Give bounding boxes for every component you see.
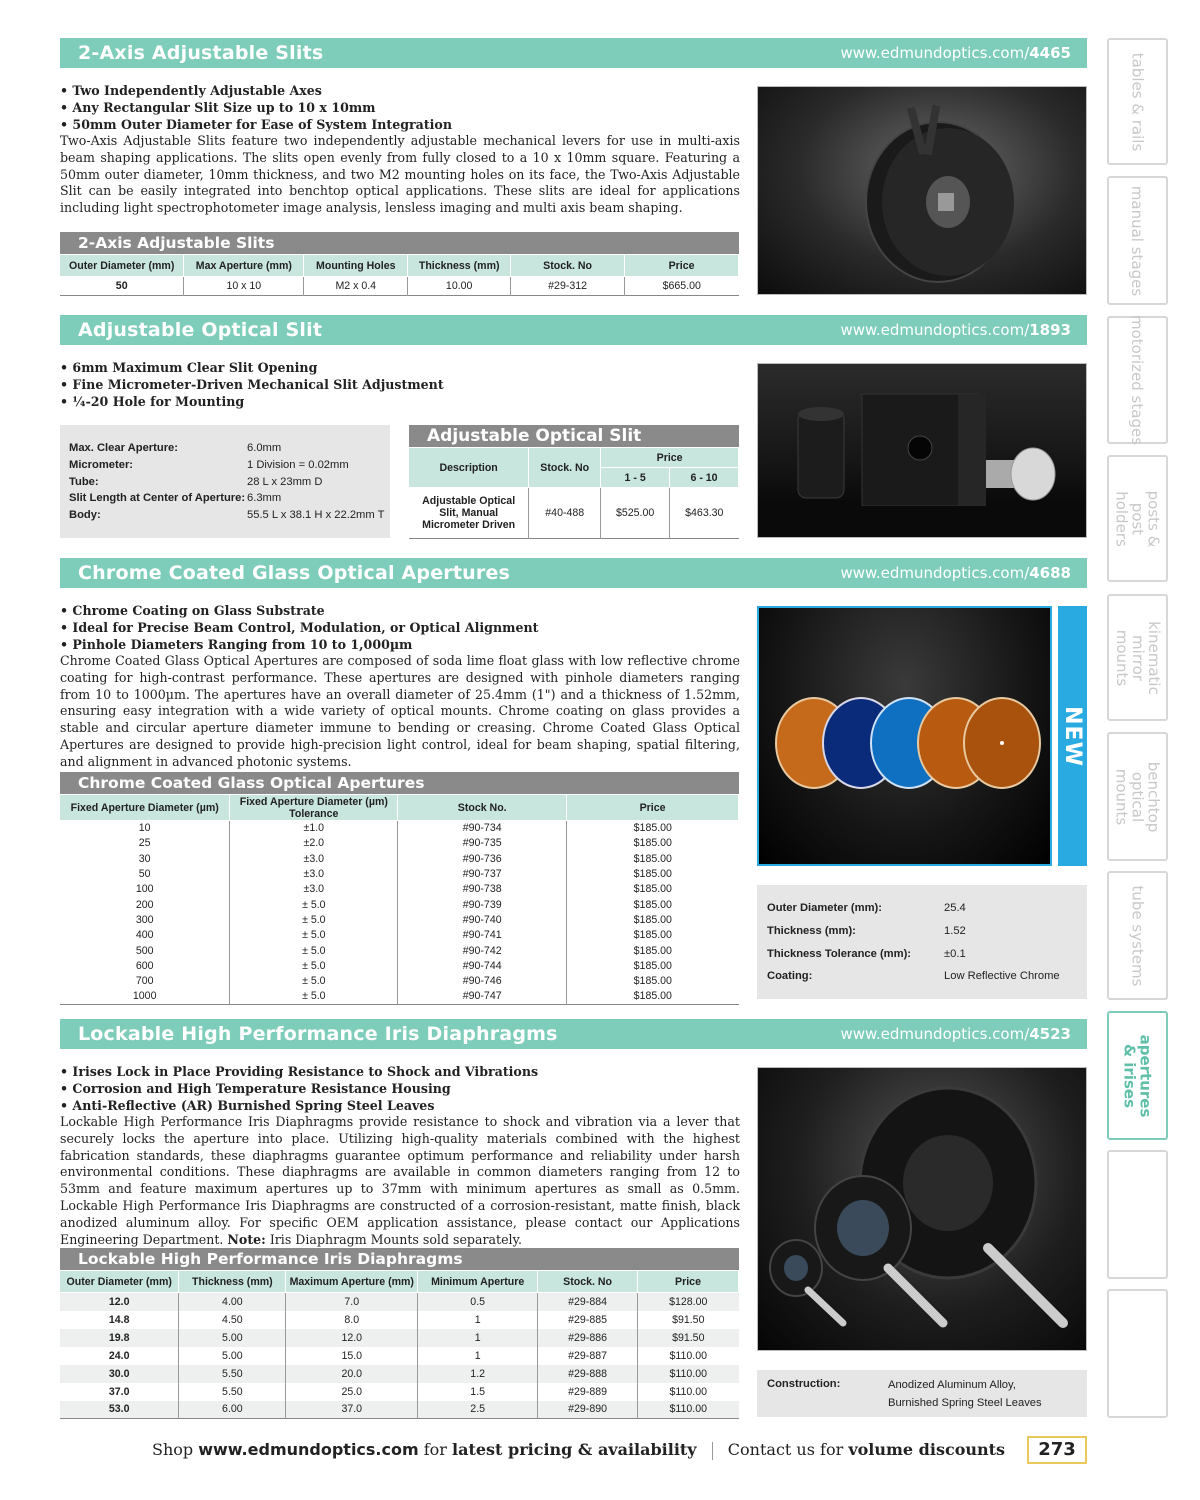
section-header-chrome-apertures <box>60 558 1087 588</box>
cell: ±3.0 <box>230 851 398 866</box>
spec-label: Construction: <box>767 1378 841 1390</box>
cell[interactable]: #90-744 <box>398 958 567 973</box>
cell: $110.00 <box>638 1383 739 1401</box>
cell: 10.00 <box>408 277 511 296</box>
cell: 1.5 <box>418 1383 538 1401</box>
section-title: Lockable High Performance Iris Diaphragms <box>78 1023 558 1045</box>
cell: 50 <box>115 280 128 292</box>
product-photo-chrome-apertures <box>757 606 1087 866</box>
table-row <box>60 851 739 866</box>
tab-tables-rails[interactable]: tables & rails <box>1107 38 1168 165</box>
col-header: Minimum Aperture <box>418 1271 538 1293</box>
table-row <box>60 912 739 927</box>
spec-value: Low Reflective Chrome <box>944 970 1060 982</box>
cell[interactable]: #29-888 <box>538 1365 638 1383</box>
feature-list <box>60 83 740 133</box>
cell: 5.00 <box>179 1347 286 1365</box>
cell: $91.50 <box>638 1311 739 1329</box>
cell: 53.0 <box>108 1403 130 1416</box>
spec-label: Micrometer: <box>69 459 134 471</box>
footer-link[interactable]: www.edmundoptics.com <box>198 1440 419 1459</box>
footer <box>152 1440 1005 1460</box>
cell: 6.00 <box>179 1401 286 1419</box>
section-title: Adjustable Optical Slit <box>78 319 323 341</box>
cell[interactable]: #90-736 <box>398 851 567 866</box>
divider <box>712 1442 713 1460</box>
col-header: 1 - 5 <box>601 468 670 488</box>
cell: 25 <box>138 837 151 850</box>
cell: $128.00 <box>638 1293 739 1311</box>
cell: $185.00 <box>567 943 739 958</box>
spec-box <box>757 1370 1087 1417</box>
footer-text: Shop <box>152 1440 199 1459</box>
cell[interactable]: #90-740 <box>398 912 567 927</box>
tab-posts-post-holders[interactable]: posts & post holders <box>1107 455 1168 582</box>
cell: $185.00 <box>567 928 739 943</box>
feature-list <box>60 360 740 410</box>
tab-empty[interactable] <box>1107 1150 1168 1279</box>
table-row <box>60 1329 739 1347</box>
col-header: Outer Diameter (mm) <box>60 1271 179 1293</box>
cell: 1000 <box>132 990 157 1003</box>
cell: $185.00 <box>567 897 739 912</box>
table-row <box>60 958 739 973</box>
col-header: Price <box>625 255 739 277</box>
feature-item: • ¼-20 Hole for Mounting <box>60 393 245 409</box>
cell: $665.00 <box>625 277 739 296</box>
table-row <box>60 277 739 296</box>
table-row <box>60 866 739 881</box>
cell: $185.00 <box>567 836 739 851</box>
spec-label: Outer Diameter (mm): <box>767 902 883 914</box>
cell: 500 <box>135 944 154 957</box>
cell: 4.00 <box>179 1293 286 1311</box>
col-header: Price <box>601 448 739 468</box>
spec-value: 6.0mm <box>247 442 282 454</box>
cell: 7.0 <box>286 1293 418 1311</box>
feature-item: • 50mm Outer Diameter for Ease of System Integration <box>60 116 452 132</box>
spec-value: 28 L x 23mm D <box>247 476 323 488</box>
note-label: Note: <box>227 1231 266 1247</box>
cell: $185.00 <box>567 882 739 897</box>
feature-item: • Ideal for Precise Beam Control, Modulation, or Optical Alignment <box>60 619 539 635</box>
section-url[interactable]: www.edmundoptics.com/4465 <box>840 44 1071 62</box>
col-header: Description <box>409 448 529 488</box>
cell: $185.00 <box>567 989 739 1004</box>
feature-item: • Any Rectangular Slit Size up to 10 x 10mm <box>60 99 376 115</box>
spec-value: Burnished Spring Steel Leaves <box>888 1397 1042 1409</box>
spec-label: Body: <box>69 509 101 521</box>
section-url[interactable]: www.edmundoptics.com/4688 <box>840 564 1071 582</box>
col-header: Fixed Aperture Diameter (µm) Tolerance <box>230 795 398 821</box>
cell: $185.00 <box>567 973 739 988</box>
table-row <box>60 897 739 912</box>
footer-text: for <box>418 1440 453 1459</box>
cell: ± 5.0 <box>230 897 398 912</box>
cell: 30.0 <box>108 1367 130 1380</box>
cell: ± 5.0 <box>230 958 398 973</box>
cell: ±1.0 <box>230 821 398 836</box>
footer-text: latest pricing & availability <box>452 1440 697 1459</box>
cell: 5.00 <box>179 1329 286 1347</box>
cell[interactable]: #29-887 <box>538 1347 638 1365</box>
product-table-2-axis-slits <box>60 254 739 296</box>
cell: 100 <box>135 883 154 896</box>
tab-empty[interactable] <box>1107 1289 1168 1418</box>
feature-item: • Corrosion and High Temperature Resistance Housing <box>60 1080 451 1096</box>
page-number: 273 <box>1027 1436 1087 1464</box>
table-title: 2-Axis Adjustable Slits <box>60 232 739 254</box>
cell: ± 5.0 <box>230 943 398 958</box>
spec-value: 55.5 L x 38.1 H x 22.2mm T <box>247 509 385 521</box>
cell: 1 <box>418 1329 538 1347</box>
product-photo-2-axis-slit <box>757 86 1087 295</box>
section-title: 2-Axis Adjustable Slits <box>78 42 324 64</box>
cell: ±3.0 <box>230 882 398 897</box>
cell: $185.00 <box>567 851 739 866</box>
spec-label: Coating: <box>767 970 813 982</box>
cell: $185.00 <box>567 821 739 836</box>
cell: 50 <box>138 868 151 881</box>
cell: ± 5.0 <box>230 928 398 943</box>
section-url[interactable]: www.edmundoptics.com/1893 <box>840 321 1071 339</box>
cell[interactable]: #90-742 <box>398 943 567 958</box>
feature-list <box>60 1064 740 1114</box>
cell: $91.50 <box>638 1329 739 1347</box>
cell: ±3.0 <box>230 866 398 881</box>
spec-value: ±0.1 <box>944 948 966 960</box>
spec-label: Thickness (mm): <box>767 925 856 937</box>
feature-item: • Irises Lock in Place Providing Resistance to Shock and Vibrations <box>60 1064 539 1079</box>
table-title: Chrome Coated Glass Optical Apertures <box>60 772 739 794</box>
table-row <box>60 989 739 1004</box>
spec-label: Max. Clear Aperture: <box>69 442 179 454</box>
cell[interactable]: #29-884 <box>538 1293 638 1311</box>
product-photo-adjustable-slit <box>757 363 1087 538</box>
cell: 2.5 <box>418 1401 538 1419</box>
cell: 12.0 <box>286 1329 418 1347</box>
feature-item: • Pinhole Diameters Ranging from 10 to 1,000µm <box>60 636 413 652</box>
col-header: Stock. No <box>529 448 601 488</box>
cell: Adjustable Optical Slit, Manual Micrometer Driven <box>422 495 516 531</box>
cell: $110.00 <box>638 1365 739 1383</box>
tab-benchtop-optical-mounts[interactable]: benchtop optical mounts <box>1107 732 1168 861</box>
table-row <box>60 836 739 851</box>
cell[interactable]: #40-488 <box>529 488 601 539</box>
cell: 8.0 <box>286 1311 418 1329</box>
cell: 25.0 <box>286 1383 418 1401</box>
spec-label: Thickness Tolerance (mm): <box>767 948 912 960</box>
cell: ± 5.0 <box>230 973 398 988</box>
footer-text: volume discounts <box>848 1440 1006 1459</box>
cell: 5.50 <box>179 1365 286 1383</box>
cell: 1 <box>418 1311 538 1329</box>
spec-value: 1.52 <box>944 925 966 937</box>
table-row <box>60 1347 739 1365</box>
cell: 20.0 <box>286 1365 418 1383</box>
col-header: Max Aperture (mm) <box>184 255 304 277</box>
section-header-adjustable-slit <box>60 315 1087 345</box>
spec-value: 25.4 <box>944 902 966 914</box>
spec-box <box>757 885 1087 999</box>
col-header: Maximum Aperture (mm) <box>286 1271 418 1293</box>
cell[interactable]: #90-738 <box>398 882 567 897</box>
footer-text: Contact us for <box>727 1440 849 1459</box>
table-row <box>60 882 739 897</box>
section-url[interactable]: www.edmundoptics.com/4523 <box>840 1025 1071 1043</box>
col-header: Price <box>638 1271 739 1293</box>
tab-apertures-irises[interactable]: apertures & irises <box>1107 1011 1168 1140</box>
new-badge <box>1058 606 1087 866</box>
table-row <box>60 943 739 958</box>
feature-list <box>60 603 740 653</box>
section-header-iris-diaphragms <box>60 1019 1087 1049</box>
section-header-2-axis-slits <box>60 38 1087 68</box>
cell: 400 <box>135 929 154 942</box>
cell: $185.00 <box>567 958 739 973</box>
feature-item: • Chrome Coating on Glass Substrate <box>60 603 325 618</box>
cell: 1 <box>418 1347 538 1365</box>
spec-value: 6.3mm <box>247 492 282 504</box>
cell: 10 <box>138 822 151 835</box>
cell[interactable]: #90-741 <box>398 928 567 943</box>
spec-value: Anodized Aluminum Alloy, <box>888 1379 1016 1391</box>
cell: $110.00 <box>638 1347 739 1365</box>
cell: 30 <box>138 852 151 865</box>
col-header: Fixed Aperture Diameter (µm) <box>60 795 230 821</box>
cell[interactable]: #90-734 <box>398 821 567 836</box>
cell: 19.8 <box>108 1331 130 1344</box>
col-header: Stock. No <box>538 1271 638 1293</box>
cell: 37.0 <box>286 1401 418 1419</box>
cell[interactable]: #29-889 <box>538 1383 638 1401</box>
cell: $185.00 <box>567 866 739 881</box>
col-header: 6 - 10 <box>670 468 739 488</box>
product-table-chrome-apertures <box>60 794 739 1005</box>
cell[interactable]: #29-886 <box>538 1329 638 1347</box>
description: Two-Axis Adjustable Slits feature two independently adjustable mechanical levers for use in multi-axis beam shaping applications. The slits open evenly from fully closed to a 10 x 10mm square. Featuring a 50mm outer diameter, 10mm thickness, and two M2 mounting holes on its face, the Two-Axis Adjustable Slit can be easily integrated into benchtop optical applications. These slits are ideal for applications including light spectrophotometer image analysis, lensless imaging and multi axis beam shaping. <box>60 133 740 216</box>
table-row <box>60 973 739 988</box>
product-photo-iris-diaphragms <box>757 1067 1087 1351</box>
col-header: Outer Diameter (mm) <box>60 255 184 277</box>
product-table-iris-diaphragms <box>60 1270 739 1419</box>
cell[interactable]: #90-739 <box>398 897 567 912</box>
tab-manual-stages[interactable]: manual stages <box>1107 176 1168 305</box>
cell: 600 <box>135 959 154 972</box>
spec-box <box>60 425 390 538</box>
table-row <box>60 821 739 836</box>
spec-label: Slit Length at Center of Aperture: <box>69 492 246 504</box>
col-header: Thickness (mm) <box>408 255 511 277</box>
table-row <box>60 1311 739 1329</box>
description: Chrome Coated Glass Optical Apertures are composed of soda lime float glass with low reflective chrome coating for high-contrast performance. These apertures are designed with pinhole diameters ranging from 10 to 1000µm. The apertures have an overall diameter of 25.4mm (1") and a thickness of 1.52mm, ensuring easy integration with a wide variety of optical mounts. Chrome coating on glass provides a stable and circular aperture diameter immune to bending or creasing. Chrome Coated Glass Optical Apertures are designed to provide high-precision light control, ideal for beam shaping, spatial filtering, and alignment in advanced photonic systems. <box>60 653 740 769</box>
cell: 37.0 <box>108 1385 130 1398</box>
cell[interactable]: #29-885 <box>538 1311 638 1329</box>
cell: 300 <box>135 913 154 926</box>
new-label: NEW <box>1060 705 1085 767</box>
cell: 1.2 <box>418 1365 538 1383</box>
cell: 700 <box>135 975 154 988</box>
cell: 24.0 <box>108 1349 130 1362</box>
feature-item: • 6mm Maximum Clear Slit Opening <box>60 360 318 375</box>
cell: $463.30 <box>670 488 739 539</box>
cell: $185.00 <box>567 912 739 927</box>
table-row <box>60 1365 739 1383</box>
product-table-adjustable-slit <box>409 447 739 539</box>
cell: 5.50 <box>179 1383 286 1401</box>
cell: 10 x 10 <box>184 277 304 296</box>
table-row <box>60 928 739 943</box>
table-row <box>60 1383 739 1401</box>
col-header: Mounting Holes <box>304 255 408 277</box>
table-row <box>60 1401 739 1419</box>
cell: ± 5.0 <box>230 989 398 1004</box>
cell: M2 x 0.4 <box>304 277 408 296</box>
col-header: Stock No. <box>398 795 567 821</box>
table-row <box>409 488 739 539</box>
tab-kinematic-mirror-mounts[interactable]: kinematic mirror mounts <box>1107 594 1168 721</box>
col-header: Stock. No <box>511 255 625 277</box>
cell: ±2.0 <box>230 836 398 851</box>
spec-label: Tube: <box>69 476 99 488</box>
cell: 200 <box>135 898 154 911</box>
cell: ± 5.0 <box>230 912 398 927</box>
col-header: Price <box>567 795 739 821</box>
feature-item: • Two Independently Adjustable Axes <box>60 83 322 98</box>
cell: $525.00 <box>601 488 670 539</box>
tab-motorized-stages[interactable]: motorized stages <box>1107 316 1168 444</box>
cell[interactable]: #90-746 <box>398 973 567 988</box>
table-row <box>60 1293 739 1311</box>
cell[interactable]: #90-747 <box>398 989 567 1004</box>
tab-tube-systems[interactable]: tube systems <box>1107 871 1168 1000</box>
cell: 15.0 <box>286 1347 418 1365</box>
cell: 4.50 <box>179 1311 286 1329</box>
cell[interactable]: #29-312 <box>511 277 625 296</box>
cell[interactable]: #29-890 <box>538 1401 638 1419</box>
cell[interactable]: #90-735 <box>398 836 567 851</box>
col-header: Thickness (mm) <box>179 1271 286 1293</box>
cell: 14.8 <box>108 1313 130 1326</box>
cell: $110.00 <box>638 1401 739 1419</box>
spec-value: 1 Division = 0.02mm <box>247 459 349 471</box>
section-title: Chrome Coated Glass Optical Apertures <box>78 562 511 584</box>
feature-item: • Anti-Reflective (AR) Burnished Spring Steel Leaves <box>60 1097 435 1113</box>
description: Lockable High Performance Iris Diaphragms provide resistance to shock and vibration via a lever that securely locks the aperture into place. Utilizing high-quality materials combined with the highest fabrication standards, these diaphragms guarantee optimum performance and reliability under harsh environmental conditions. These diaphragms are available in common diameters ranging from 12 to 53mm and feature maximum apertures up to 37mm with minimum apertures as small as 0.5mm. Lockable High Performance Iris Diaphragms are constructed of a corrosion-resistant, matte finish, black anodized aluminum alloy. For specific OEM application assistance, please contact our Applications Engineering Department. Note: Iris Diaphragm Mounts sold separately. <box>60 1114 740 1247</box>
table-title: Lockable High Performance Iris Diaphragms <box>60 1248 739 1270</box>
feature-item: • Fine Micrometer-Driven Mechanical Slit Adjustment <box>60 376 444 392</box>
table-title: Adjustable Optical Slit <box>409 425 739 447</box>
cell: 0.5 <box>418 1293 538 1311</box>
cell: 12.0 <box>108 1295 130 1308</box>
cell[interactable]: #90-737 <box>398 866 567 881</box>
